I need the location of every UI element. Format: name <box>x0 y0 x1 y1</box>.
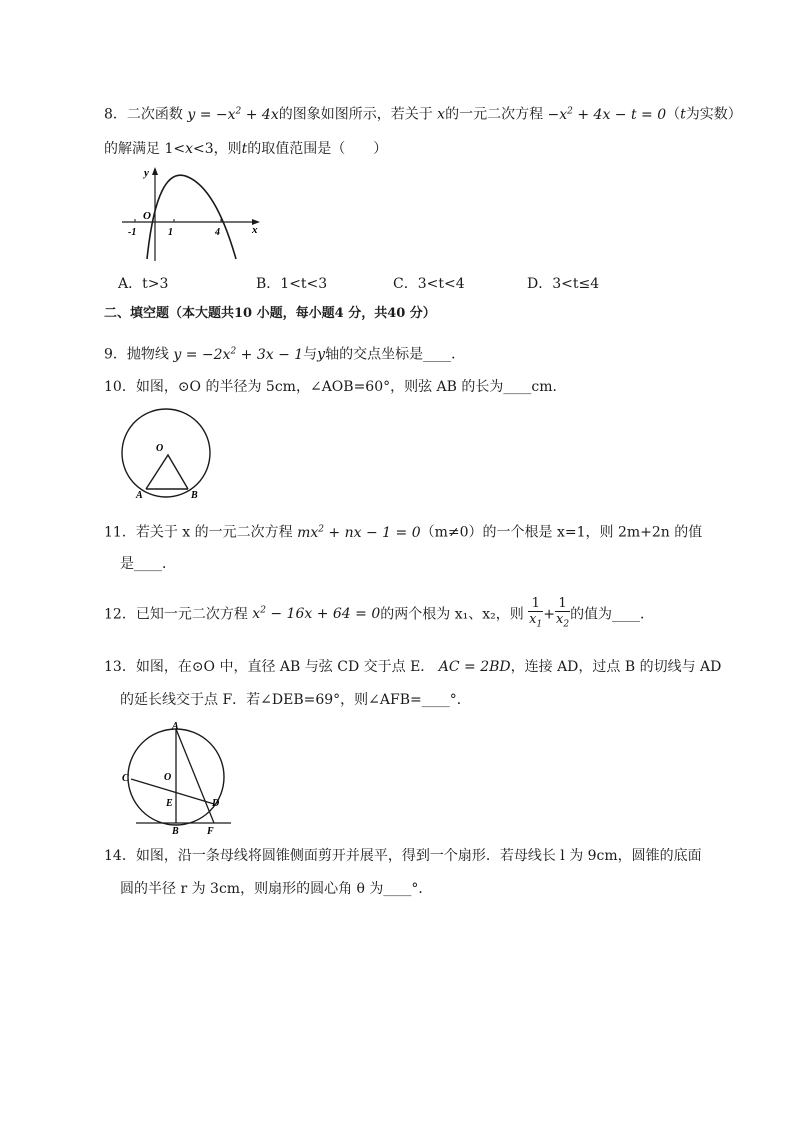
q13-line-af <box>176 729 214 823</box>
q8-label-m1: -1 <box>128 227 137 238</box>
q13-label-c: C <box>122 773 129 784</box>
q13-line1 <box>104 657 721 677</box>
q9-text-a: 抛物线 <box>126 346 169 363</box>
q9-text-c: 轴的交点坐标是____． <box>325 346 466 363</box>
q9-formula: $y = -2x^2 + 3x - 1$ <box>173 346 304 363</box>
q14-line2: 圆的半径 r 为 3cm，则扇形的圆心角 θ 为____°． <box>120 881 433 897</box>
q8-text-b: 的图象如图所示，若关于 <box>278 106 433 123</box>
q13-label-e: E <box>166 798 173 809</box>
q8-text-c: 的一元二次方程 <box>445 106 544 123</box>
q8-var-x: x <box>437 106 446 123</box>
q8-label-x: x <box>252 224 258 236</box>
q8-label-y: y <box>144 167 149 179</box>
q13-text-a: 如图，在⊙O 中，直径 AB 与弦 CD 交于点 E． <box>135 659 435 675</box>
q13-label-d: D <box>212 798 220 809</box>
q10-triangle <box>146 455 188 489</box>
q9-number: 9． <box>104 346 127 363</box>
q10-text: 如图，⊙O 的半径为 5cm，∠AOB=60°，则弦 AB 的长为____cm． <box>135 379 567 395</box>
q8-option-c: C．3<t<4 <box>393 276 465 292</box>
q13-text-b: ，连接 AD，过点 B 的切线与 AD <box>510 659 722 675</box>
q10-label-o: O <box>156 443 164 454</box>
q14-line1 <box>104 846 702 866</box>
q10-label-a: A <box>136 490 143 501</box>
q8-option-d: D．3<t≤4 <box>527 276 600 292</box>
q12-text-c: 的值为____． <box>570 606 655 623</box>
q8-text-f: 的解满足 <box>104 141 160 157</box>
q8-text-d: （ <box>666 106 681 123</box>
q8-formula-1: $y = -x^2 + 4x$ <box>187 106 279 123</box>
q8-var-t: t <box>680 106 686 123</box>
q11-line2: 是____． <box>120 556 176 572</box>
q8-formula-2: $-x^2 + 4x - t = 0$ <box>547 106 667 123</box>
q9-var-y: y <box>317 346 326 363</box>
q8-line2 <box>104 139 387 159</box>
q12-fraction-1: $\frac{1}{x_1}$ <box>529 596 543 630</box>
q12-fraction-2: $\frac{1}{x_2}$ <box>555 596 570 630</box>
section-2-heading: 二、填空题（本大题共10 小题，每小题4 分，共40 分） <box>104 306 436 321</box>
q12-text-b: 的两个根为 x₁、x₂，则 <box>380 606 524 623</box>
q11-line1 <box>104 519 702 543</box>
q8-text-g: ，则 <box>213 141 242 157</box>
q10-circle <box>122 409 210 497</box>
q9-text-b: 与 <box>303 346 318 363</box>
q13-label-f: F <box>207 826 214 834</box>
q8-text-e: 为实数） <box>685 106 742 123</box>
q8-var-t2: t <box>241 141 248 157</box>
q13-arc-equation: AC = 2BD <box>438 659 511 675</box>
q8-range: 1<x<3 <box>164 141 214 157</box>
q12-formula: $x^2 - 16x + 64 = 0$ <box>252 605 381 623</box>
q8-parabola-curve <box>147 175 236 259</box>
q13-number: 13． <box>104 659 136 675</box>
q12-text-a: 已知一元二次方程 <box>135 606 248 623</box>
q8-label-1: 1 <box>168 227 173 238</box>
q8-y-arrow <box>152 167 158 175</box>
q8-text-a: 二次函数 <box>126 106 183 123</box>
q10-circle-figure <box>118 405 218 503</box>
q11-number: 11． <box>104 524 136 541</box>
q10-line <box>104 377 567 397</box>
q11-formula: $mx^2$ + nx − 1 = 0 <box>297 524 421 541</box>
q11-text-b: （m≠0）的一个根是 x=1，则 2m+2n 的值 <box>420 524 703 541</box>
q13-circle-figure <box>116 720 240 834</box>
q13-label-a: A <box>172 721 179 732</box>
q13-label-b: B <box>172 826 179 834</box>
q8-option-b: B．1<t<3 <box>256 276 328 292</box>
q8-option-a: A．t>3 <box>118 276 169 292</box>
q8-number: 8． <box>104 106 127 123</box>
q11-text-a: 若关于 x 的一元二次方程 <box>135 524 293 541</box>
q14-number: 14． <box>104 848 136 864</box>
q13-label-o: O <box>164 772 172 783</box>
q8-text-h: 的取值范围是（ ） <box>247 141 388 157</box>
q9-line <box>104 341 465 365</box>
q8-line1 <box>104 101 742 125</box>
q10-number: 10． <box>104 379 136 395</box>
q12-line: 12．已知一元二次方程 $x^2 - 16x + 64 = 0$的两个根为 x₁、x₂，则 $\frac{1}{x_1}$ + $\frac{1}{x_2}$ 的值为____． <box>104 596 654 633</box>
q8-label-origin: O <box>143 210 151 222</box>
q12-number: 12． <box>104 606 136 623</box>
q10-label-b: B <box>191 490 198 501</box>
q13-line2: 的延长线交于点 F．若∠DEB=69°，则∠AFB=____°． <box>120 692 471 708</box>
q8-label-4: 4 <box>215 227 220 238</box>
q8-parabola-figure <box>118 163 268 265</box>
q14-text-a: 如图，沿一条母线将圆锥侧面剪开并展平，得到一个扇形．若母线长 l 为 9cm，圆锥的底面 <box>135 848 702 864</box>
